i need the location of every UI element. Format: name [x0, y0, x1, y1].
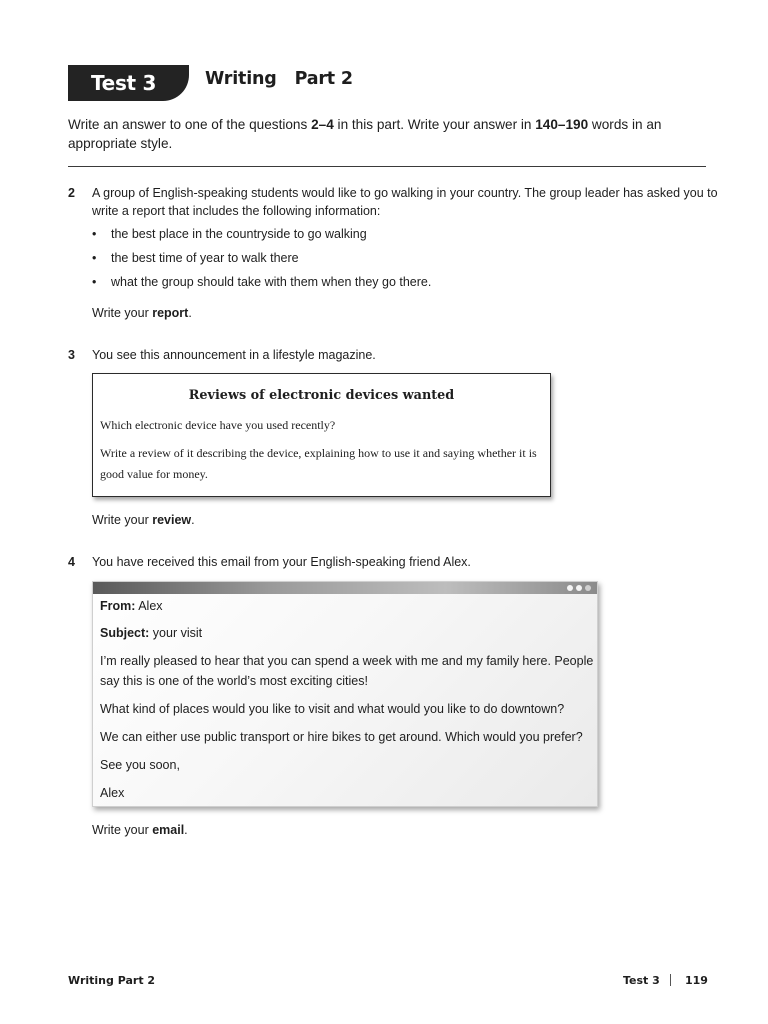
prompt-end: . [191, 513, 195, 527]
questions-range: 2–4 [311, 117, 334, 132]
prompt-prefix: Write your [92, 823, 153, 837]
footer-section: Writing Part 2 [68, 974, 156, 987]
bullet-item [92, 249, 299, 267]
email-from [100, 597, 163, 615]
question-2-prompt [92, 304, 192, 322]
instruction-text: Write an answer to one of the questions [68, 117, 312, 132]
question-2-number: 2 [68, 186, 75, 200]
section-title [205, 67, 353, 91]
email-body-line: What kind of places would you like to visit and what would you like to do downtown? [100, 702, 565, 716]
question-4-number: 4 [68, 555, 75, 569]
prompt-end: . [188, 306, 192, 320]
email-body-line: We can either use public transport or hire bikes to get around. Which would you prefer? [100, 730, 583, 744]
bullet-glyph: • [92, 251, 97, 265]
part-label: Part 2 [294, 69, 353, 89]
question-2-text-line: A group of English-speaking students would like to go walking in your country. The group leader has asked you to [92, 186, 718, 200]
question-3-number: 3 [68, 348, 75, 362]
question-4-prompt [92, 821, 188, 839]
instruction-text: in this part. Write your answer in [333, 117, 536, 132]
prompt-prefix: Write your [92, 513, 153, 527]
email-closing: See you soon, [100, 758, 180, 772]
question-2-text-line: write a report that includes the following information: [92, 204, 381, 218]
window-dot-icon [567, 585, 573, 591]
word-range: 140–190 [535, 117, 589, 132]
instructions [68, 116, 708, 153]
window-dot-icon [585, 585, 591, 591]
announcement-line: Which electronic device have you used recently? [100, 418, 336, 432]
bullet-text: the best place in the countryside to go walking [111, 227, 367, 241]
bullet-text: what the group should take with them when they go there. [111, 275, 432, 289]
email-body-line: I’m really pleased to hear that you can spend a week with me and my family here. People [100, 654, 594, 668]
subject-label: Subject: [100, 626, 150, 640]
announcement-line: good value for money. [100, 467, 208, 481]
section-word: Writing [205, 69, 277, 89]
prompt-prefix: Write your [92, 306, 153, 320]
test-label-tab: Test 3 [68, 65, 189, 101]
instruction-text: appropriate style. [68, 135, 173, 151]
email-title-bar [93, 582, 597, 594]
divider [68, 166, 706, 167]
question-4-intro: You have received this email from your English-speaking friend Alex. [92, 555, 471, 569]
email-signature: Alex [100, 786, 125, 800]
announcement-title: Reviews of electronic devices wanted [188, 388, 455, 403]
email-subject [100, 624, 202, 642]
from-label: From: [100, 599, 136, 613]
prompt-type: review [152, 513, 192, 527]
prompt-type: email [152, 823, 185, 837]
prompt-type: report [152, 306, 189, 320]
prompt-end: . [184, 823, 188, 837]
announcement-box [92, 373, 551, 497]
page-number: 119 [685, 974, 708, 987]
announcement-line: Write a review of it describing the device, explaining how to use it and saying whether it is [100, 446, 537, 460]
bullet-glyph: • [92, 227, 97, 241]
email-window [92, 581, 598, 807]
bullet-text: the best time of year to walk there [111, 251, 299, 265]
from-value: Alex [135, 599, 163, 613]
question-3-intro: You see this announcement in a lifestyle magazine. [92, 348, 376, 362]
bullet-item [92, 273, 431, 291]
subject-value: your visit [149, 626, 203, 640]
footer-separator [670, 974, 671, 986]
bullet-glyph: • [92, 275, 97, 289]
bullet-item [92, 225, 367, 243]
instruction-text: words in an [588, 117, 662, 132]
footer-test: Test 3 [623, 974, 660, 987]
email-body-line: say this is one of the world’s most exciting cities! [100, 674, 368, 688]
window-controls [567, 583, 591, 591]
window-dot-icon [576, 585, 582, 591]
question-3-prompt [92, 511, 195, 529]
